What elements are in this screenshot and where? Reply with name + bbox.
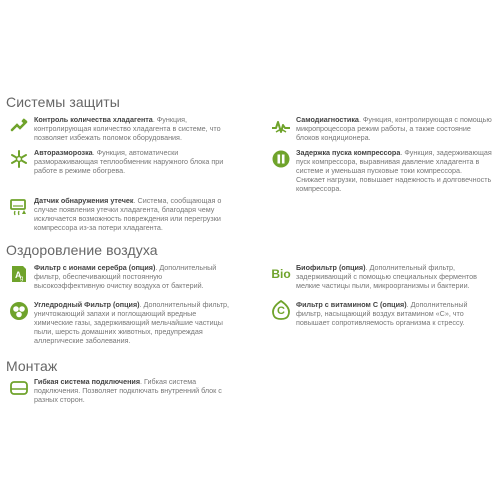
feature-description: . Функция, автоматически размораживающая теплообменник наружного блока при работе в режиме обогрева.	[34, 148, 224, 175]
feature-description: . Дополнительный фильтр, обеспечивающий постоянную высокоэффективную очистку воздуха от бактерий.	[34, 263, 217, 290]
feature-name: Фильтр с ионами серебра (опция)	[34, 263, 156, 272]
feature-self-diagnostics	[270, 115, 492, 142]
vitamin-c-letter: C	[277, 305, 285, 317]
feature-leak-detector	[8, 196, 230, 232]
feature-carbon-filter	[8, 300, 230, 345]
feature-text	[34, 115, 230, 142]
section-title-air-health: Оздоровление воздуха	[6, 242, 158, 258]
feature-name: Угледродный Фильтр (опция)	[34, 300, 140, 309]
bio-filter-icon: Bio	[271, 267, 291, 281]
svg-text:g: g	[20, 276, 24, 282]
feature-compressor-delay	[270, 148, 492, 193]
compressor-delay-icon	[270, 148, 292, 170]
leak-detector-icon	[8, 196, 30, 218]
feature-vitamin-c-filter	[270, 300, 492, 327]
feature-name: Датчик обнаружения утечек	[34, 196, 134, 205]
feature-name: Авторазморозка	[34, 148, 93, 157]
feature-text	[296, 263, 492, 290]
feature-bio-filter	[270, 263, 492, 290]
section-title-protection: Системы защиты	[6, 94, 120, 110]
feature-flexible-connection	[8, 377, 230, 404]
feature-description: . Дополнительный фильтр, задерживающий с помощью специальных ферментов мелкие частицы пыли, микроорганизмы и бактерии.	[296, 263, 477, 290]
refrigerant-control-icon	[8, 115, 30, 137]
feature-text	[34, 263, 230, 290]
feature-text	[34, 377, 230, 404]
feature-description: . Гибкая система подключения. Позволяет подключать внутренний блок с разных сторон.	[34, 377, 222, 404]
self-diagnostics-icon	[270, 115, 292, 137]
feature-name: Гибкая система подключения	[34, 377, 141, 386]
feature-description: . Дополнительный фильтр, насыщающий воздух витамином «С», что повышает сопротивляемость организма к стрессу.	[296, 300, 468, 327]
feature-name: Самодиагностика	[296, 115, 359, 124]
feature-name: Задержка пуска компрессора	[296, 148, 401, 157]
auto-defrost-icon	[8, 148, 30, 170]
feature-text	[296, 115, 492, 142]
feature-text	[296, 148, 492, 193]
section-title-installation: Монтаж	[6, 358, 58, 374]
silver-ion-filter-icon	[8, 263, 30, 285]
feature-refrigerant-control	[8, 115, 230, 142]
feature-name: Фильтр с витамином С (опция)	[296, 300, 407, 309]
feature-silver-ion-filter	[8, 263, 230, 290]
feature-description: . Дополнительный фильтр, уничтожающий запахи и поглощающий вредные химические газы, задерживающий мельчайшие частицы пыли, шерсть домашних животных, предупреждая аллергические заболевания.	[34, 300, 230, 345]
vitamin-c-filter-icon	[270, 300, 292, 322]
feature-auto-defrost	[8, 148, 230, 175]
flexible-connection-icon	[8, 377, 30, 399]
svg-text:A: A	[15, 270, 22, 280]
feature-description: . Система, сообщающая о случае появления утечки хладагента, благодаря чему исключается возможность повреждения или перегрузки компрессора из-за потери хладагента.	[34, 196, 222, 232]
feature-text	[34, 300, 230, 345]
feature-name: Биофильтр (опция)	[296, 263, 366, 272]
feature-text	[296, 300, 492, 327]
feature-description: . Функция, контролирующая с помощью микропроцессора режим работы, а также состояние блоков кондиционера.	[296, 115, 492, 142]
feature-description: . Функция, контролирующая количество хладагента в системе, что позволяет избежать поломок оборудования.	[34, 115, 221, 142]
feature-text	[34, 148, 230, 175]
feature-description: . Функция, задерживающая пуск компрессора, выравнивая давление хладагента в системе и уменьшая пусковые токи компрессора. Снижает нагрузки, повышает надежность и долговечность компрессора.	[296, 148, 492, 193]
carbon-filter-icon	[8, 300, 30, 322]
feature-name: Контроль количества хладагента	[34, 115, 153, 124]
feature-text	[34, 196, 230, 232]
